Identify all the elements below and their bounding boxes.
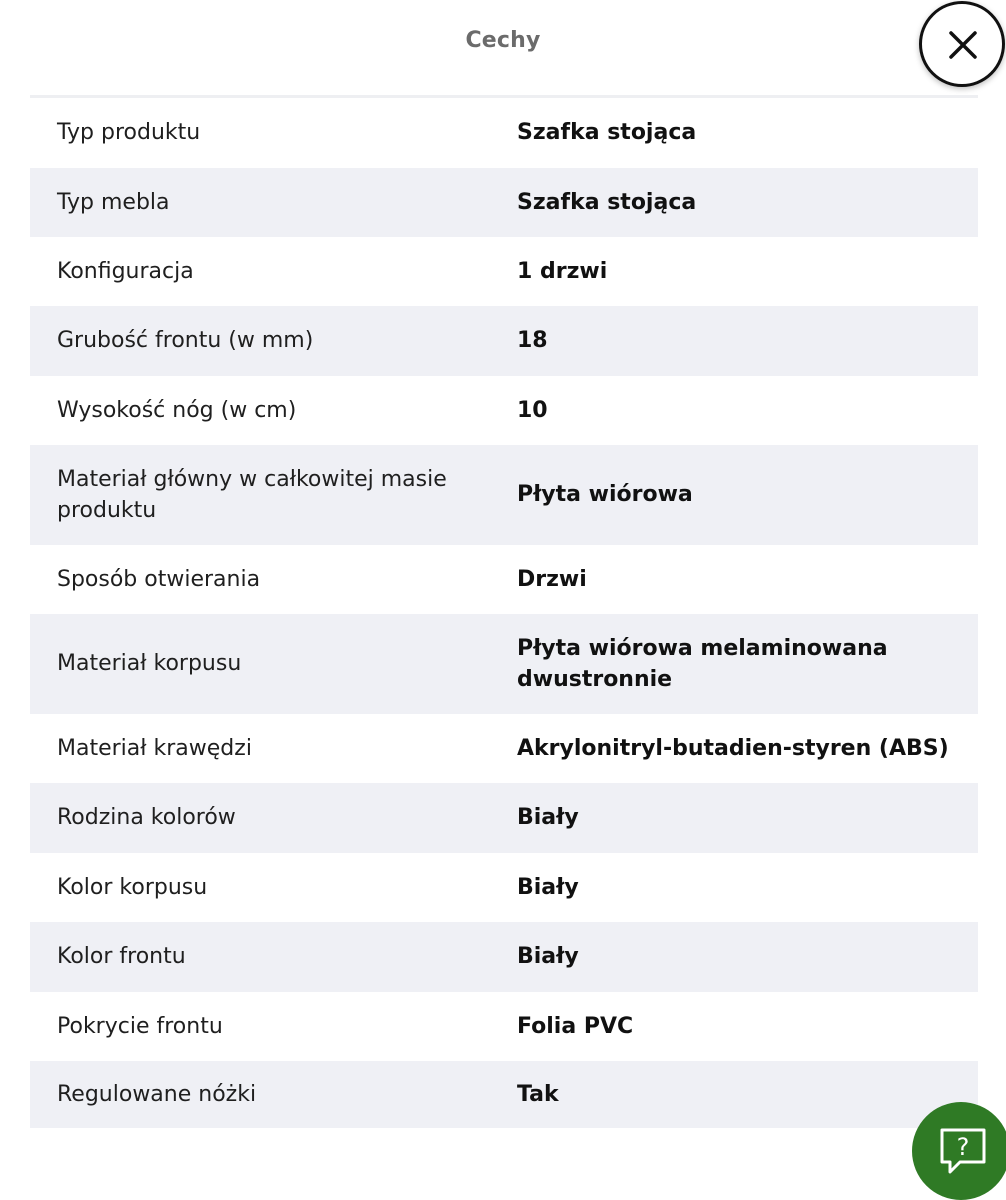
help-chat-button[interactable] xyxy=(912,1102,1006,1200)
close-icon xyxy=(948,30,978,60)
svg-text:?: ? xyxy=(956,1133,970,1161)
table-row xyxy=(30,783,978,853)
feature-label: Typ produktu xyxy=(57,120,201,145)
table-row xyxy=(30,853,978,922)
feature-label: Wysokość nóg (w cm) xyxy=(57,398,297,423)
feature-label: Typ mebla xyxy=(57,190,170,215)
table-row xyxy=(30,545,978,614)
feature-label: Kolor korpusu xyxy=(57,875,208,900)
feature-label: Materiał krawędzi xyxy=(57,736,252,761)
feature-value: Płyta wiórowa melaminowana dwustronnie xyxy=(517,636,888,692)
table-row xyxy=(30,992,978,1061)
table-row xyxy=(30,445,978,545)
help-chat-icon xyxy=(938,1126,988,1176)
table-row xyxy=(30,714,978,783)
feature-label: Rodzina kolorów xyxy=(57,805,236,830)
feature-value: 10 xyxy=(517,398,548,423)
table-row xyxy=(30,376,978,445)
feature-value: Biały xyxy=(517,944,579,969)
feature-label: Pokrycie frontu xyxy=(57,1014,223,1039)
feature-value: Szafka stojąca xyxy=(517,190,697,215)
feature-value: 1 drzwi xyxy=(517,259,608,284)
table-row xyxy=(30,306,978,376)
feature-label: Materiał korpusu xyxy=(57,651,242,676)
feature-label: Sposób otwierania xyxy=(57,567,261,592)
table-row xyxy=(30,614,978,714)
feature-label: Grubość frontu (w mm) xyxy=(57,328,314,353)
feature-value: Biały xyxy=(517,805,579,830)
feature-label: Konfiguracja xyxy=(57,259,194,284)
table-row xyxy=(30,922,978,992)
feature-label: Materiał główny w całkowitej masie produktu xyxy=(57,467,447,523)
modal-title: Cechy xyxy=(465,28,541,53)
feature-value: Tak xyxy=(517,1082,559,1107)
close-button[interactable] xyxy=(919,1,1005,87)
feature-value: Folia PVC xyxy=(517,1014,634,1039)
table-row xyxy=(30,237,978,306)
modal-header xyxy=(0,0,1006,96)
feature-value: Płyta wiórowa xyxy=(517,482,693,507)
feature-label: Regulowane nóżki xyxy=(57,1082,257,1107)
feature-value: 18 xyxy=(517,328,548,353)
feature-value: Drzwi xyxy=(517,567,587,592)
table-row xyxy=(30,98,978,168)
feature-value: Akrylonitryl-butadien-styren (ABS) xyxy=(517,736,949,761)
table-row xyxy=(30,168,978,237)
feature-value: Biały xyxy=(517,875,579,900)
feature-value: Szafka stojąca xyxy=(517,120,697,145)
table-row xyxy=(30,1061,978,1128)
feature-label: Kolor frontu xyxy=(57,944,186,969)
